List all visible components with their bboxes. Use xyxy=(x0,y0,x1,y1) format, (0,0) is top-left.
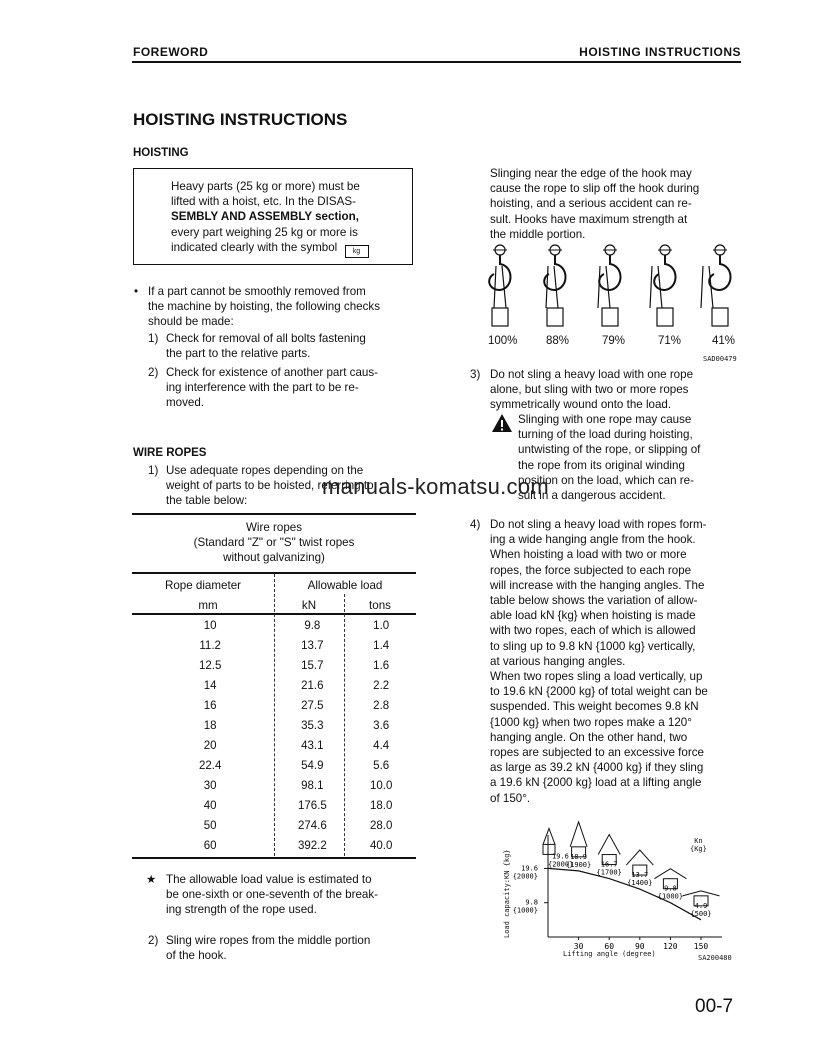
box-line: lifted with a hoist, etc. In the DISAS- xyxy=(171,195,356,209)
graph-point-label: 16.7 xyxy=(600,860,618,869)
graph-tick-label: 150 xyxy=(693,942,709,951)
cell-diameter: 22.4 xyxy=(198,760,222,772)
check-line: moved. xyxy=(166,396,205,410)
hook-icon xyxy=(544,245,565,326)
table-row xyxy=(132,716,416,736)
cell-tons: 40.0 xyxy=(369,840,393,852)
item4-line: a 19.6 kN {2000 kg} load at a lifting angle xyxy=(490,776,702,790)
item4-line: suspended. This weight becomes 9.8 kN xyxy=(490,700,699,714)
warning-text xyxy=(518,412,740,503)
header-rule xyxy=(132,61,741,63)
check-num: 2) xyxy=(148,366,159,379)
cell-kn: 15.7 xyxy=(301,660,324,672)
table-row xyxy=(132,676,416,696)
item4-line: hanging angle. On the other hand, two xyxy=(490,730,688,744)
item1-num: 1) xyxy=(148,464,159,477)
check-2 xyxy=(166,365,416,411)
check-line: Check for removal of all bolts fastening xyxy=(166,332,366,345)
item4-line: will increase with the hanging angles. The xyxy=(490,578,705,592)
edge-line: Slinging near the edge of the hook may xyxy=(490,167,692,180)
table-row xyxy=(132,656,416,676)
hook-percent: 79% xyxy=(602,335,626,347)
item2-text xyxy=(166,933,416,963)
table-row xyxy=(132,696,416,716)
check-num: 1) xyxy=(148,332,159,345)
item4-line: ing a wide hanging angle from the hook. xyxy=(490,533,696,547)
weight-symbol-icon xyxy=(345,245,369,258)
col-tons: tons xyxy=(369,599,391,612)
graph-point-label-kg: {1400} xyxy=(627,879,653,888)
item1-line: the table below: xyxy=(166,494,248,508)
cell-kn: 392.2 xyxy=(297,840,327,852)
check-line: the part to the relative parts. xyxy=(166,347,311,361)
cell-tons: 2.2 xyxy=(373,680,390,692)
table-row xyxy=(132,816,416,836)
warning-line: turning of the load during hoisting, xyxy=(518,428,693,442)
cell-diameter: 20 xyxy=(203,740,217,752)
item3-text xyxy=(490,367,740,413)
rope-table xyxy=(132,616,416,856)
table-row xyxy=(132,756,416,776)
table-title-line: (Standard "Z" or "S" twist ropes xyxy=(193,536,355,550)
cell-kn: 35.3 xyxy=(301,720,324,732)
warning-line: position on the load, which can re- xyxy=(518,473,694,487)
hook-percent: 41% xyxy=(712,335,736,347)
cell-kn: 13.7 xyxy=(301,640,324,652)
item4-line: ropes are subjected to an excessive force xyxy=(490,746,704,760)
cell-diameter: 11.2 xyxy=(199,640,221,652)
item3-line: Do not sling a heavy load with one rope xyxy=(490,368,694,381)
cell-kn: 27.5 xyxy=(301,700,324,712)
box-line xyxy=(171,240,403,258)
table-row xyxy=(132,836,416,856)
cell-kn: 54.9 xyxy=(301,760,324,772)
cell-tons: 10.0 xyxy=(369,780,393,792)
graph-legend xyxy=(690,837,707,853)
cell-tons: 18.0 xyxy=(369,800,393,812)
hook-icon xyxy=(701,245,731,326)
warning-line: sult in a dangerous accident. xyxy=(518,489,666,503)
item4-line: at various hanging angles. xyxy=(490,654,626,668)
page-number: 00-7 xyxy=(695,996,734,1017)
bullet-line: the machine by hoisting, the following checks xyxy=(148,300,381,314)
bullet-line: should be made: xyxy=(148,315,234,329)
edge-line: sult. Hooks have maximum strength at xyxy=(490,212,688,226)
item4-num: 4) xyxy=(470,518,481,531)
cell-kn: 176.5 xyxy=(297,800,327,812)
sling-icon xyxy=(683,891,720,896)
box-text xyxy=(171,179,403,258)
cell-tons: 1.6 xyxy=(373,660,390,672)
box-line-text: indicated clearly with the symbol xyxy=(171,240,338,254)
graph-axis-value-kg: {2000} xyxy=(512,872,538,881)
table-title xyxy=(132,520,416,566)
cell-kn: 274.6 xyxy=(297,820,327,832)
sling-icon xyxy=(598,835,620,855)
cell-diameter: 50 xyxy=(203,820,217,832)
wire-ropes-heading: WIRE ROPES xyxy=(133,447,207,459)
hoisting-note-box xyxy=(133,168,413,265)
note-line: be one-sixth or one-seventh of the break- xyxy=(166,888,379,902)
cell-diameter: 10 xyxy=(203,620,217,632)
sling-icon xyxy=(543,828,555,844)
item4-line: Do not sling a heavy load with ropes form- xyxy=(490,518,707,531)
hook-percent: 88% xyxy=(546,335,570,347)
cell-diameter: 18 xyxy=(203,720,217,732)
col-diameter: Rope diameter xyxy=(164,579,242,592)
table-row xyxy=(132,796,416,816)
graph-ylabel: Load capacity:KN {kg} xyxy=(503,849,511,938)
check-line: Check for existence of another part caus- xyxy=(166,366,379,379)
graph-tick-label: 90 xyxy=(634,942,645,951)
item3-line: alone, but sling with two or more ropes xyxy=(490,383,689,397)
graph-point-label: 9.8 xyxy=(664,884,677,893)
warning-icon xyxy=(491,413,513,433)
item2-line: of the hook. xyxy=(166,949,227,963)
item1-line: weight of parts to be hoisted, referring to xyxy=(166,479,374,493)
bullet-line: If a part cannot be smoothly removed from xyxy=(148,285,366,298)
cell-tons: 2.8 xyxy=(373,700,390,712)
graph-point-label: 18.9 xyxy=(570,852,588,861)
table-title-line: without galvanizing) xyxy=(223,551,325,565)
legend-kg: {Kg} xyxy=(690,845,707,853)
graph-point-label: 13.7 xyxy=(631,871,649,880)
graph-tick-label: 120 xyxy=(663,942,678,951)
table-top-rule xyxy=(132,513,416,515)
cell-tons: 5.6 xyxy=(373,760,390,772)
graph-point-label-kg: {1700} xyxy=(596,868,622,877)
cell-kn: 98.1 xyxy=(301,780,324,792)
hook-code: SAD00479 xyxy=(703,355,737,363)
graph-point-label-kg: {1900} xyxy=(565,860,592,869)
graph-point-label-kg: {2000} xyxy=(548,860,574,869)
bullet-dot: • xyxy=(134,285,139,298)
table-row xyxy=(132,636,416,656)
col-load: Allowable load xyxy=(307,579,383,592)
legend-kn: Kn xyxy=(694,837,703,845)
cell-diameter: 30 xyxy=(203,780,217,792)
edge-warning-text xyxy=(490,166,740,242)
table-title-line: Wire ropes xyxy=(245,521,303,534)
item3-num: 3) xyxy=(470,368,481,381)
cell-diameter: 12.5 xyxy=(198,660,222,672)
cell-tons: 1.4 xyxy=(373,640,390,652)
item4-line: ropes, the force subjected to each rope xyxy=(490,563,692,577)
cell-kn: 21.6 xyxy=(301,680,324,692)
hook-percent: 71% xyxy=(658,335,682,347)
item4-line: of 150°. xyxy=(490,791,531,805)
page-title: HOISTING INSTRUCTIONS xyxy=(133,110,348,129)
sling-icon xyxy=(654,869,686,879)
item4-line: When two ropes sling a load vertically, up xyxy=(490,670,703,684)
warning-line: untwisting of the rope, or slipping of xyxy=(518,443,701,457)
sling-icon xyxy=(570,822,587,847)
load-capacity-graph xyxy=(500,805,745,965)
item4-line: to sling up to 9.8 kN {1000 kg} vertically, xyxy=(490,639,696,653)
cell-tons: 3.6 xyxy=(373,720,390,732)
watermark: manuals-komatsu.com xyxy=(322,474,549,499)
box-line: every part weighing 25 kg or more is xyxy=(171,225,358,239)
note-line: ing strength of the rope used. xyxy=(166,903,317,917)
sling-icon xyxy=(626,850,653,865)
cell-diameter: 40 xyxy=(203,800,217,812)
graph-point-label: 4.9 xyxy=(694,901,708,910)
graph-point-label-kg: {500} xyxy=(690,909,712,918)
col-kn: kN xyxy=(301,599,317,612)
graph-axis-value: 9.8 xyxy=(525,898,538,907)
check-line: ing interference with the part to be re- xyxy=(166,381,359,395)
item2-num: 2) xyxy=(148,934,159,947)
hoisting-heading: HOISTING xyxy=(133,147,189,159)
edge-line: cause the rope to slip off the hook during xyxy=(490,182,700,196)
hook-icon xyxy=(650,245,676,326)
item4-line: When hoisting a load with two or more xyxy=(490,548,687,562)
hook-icon xyxy=(489,245,510,326)
col-mm: mm xyxy=(198,599,218,612)
note-text xyxy=(166,872,416,918)
cell-tons: 4.4 xyxy=(373,740,390,752)
item4-text xyxy=(490,517,740,806)
note-star-icon: ★ xyxy=(146,873,157,886)
item2-line: Sling wire ropes from the middle portion xyxy=(166,934,371,947)
check-1 xyxy=(166,331,416,361)
item4-line: table below shows the variation of allow- xyxy=(490,594,698,608)
item4-line: as large as 39.2 kN {4000 kg} if they sling xyxy=(490,761,704,775)
table-row xyxy=(132,616,416,636)
cell-kn: 9.8 xyxy=(304,620,321,632)
item4-line: {1000 kg} when two ropes make a 120° xyxy=(490,715,692,729)
item3-line: symmetrically wound onto the load. xyxy=(490,398,672,412)
edge-line: the middle portion. xyxy=(490,227,586,241)
cell-kn: 43.1 xyxy=(301,740,324,752)
cell-tons: 1.0 xyxy=(373,620,390,632)
box-line: Heavy parts (25 kg or more) must be xyxy=(171,180,360,193)
hook-percent: 100% xyxy=(488,335,518,347)
cell-tons: 28.0 xyxy=(369,820,393,832)
table-row xyxy=(132,776,416,796)
item4-line: with two ropes, each of which is allowed xyxy=(490,624,696,638)
header-right: HOISTING INSTRUCTIONS xyxy=(579,45,741,59)
weight-symbol-text: kg xyxy=(352,247,361,255)
item4-line: able load kN {kg} when hoisting is made xyxy=(490,609,696,623)
graph-point-label-kg: {1000} xyxy=(657,892,684,901)
graph-point-label: 19.6 xyxy=(552,852,569,861)
warning-line: Slinging with one rope may cause xyxy=(518,413,692,426)
cell-diameter: 16 xyxy=(203,700,217,712)
graph-axis-value: 19.6 xyxy=(521,864,538,873)
table-row xyxy=(132,736,416,756)
edge-line: hoisting, and a serious accident can re- xyxy=(490,197,692,211)
graph-axis-value-kg: {1000} xyxy=(512,906,538,915)
hook-icon xyxy=(598,245,621,326)
note-line: The allowable load value is estimated to xyxy=(166,873,372,886)
header-left: FOREWORD xyxy=(133,45,209,59)
item1-line: Use adequate ropes depending on the xyxy=(166,464,364,477)
item4-line: to 19.6 kN {2000 kg} of total weight can be xyxy=(490,685,708,699)
graph-tick-label: 30 xyxy=(573,942,584,951)
warning-line: the rope from its original winding xyxy=(518,458,685,472)
table-bottom-rule xyxy=(132,857,416,859)
bullet-text xyxy=(148,284,416,330)
graph-xlabel: Lifting angle (degree) xyxy=(563,950,656,958)
graph-tick-label: 60 xyxy=(604,942,615,951)
cell-diameter: 60 xyxy=(203,840,217,852)
cell-diameter: 14 xyxy=(203,680,217,692)
hook-diagram xyxy=(478,240,748,330)
box-line: SEMBLY AND ASSEMBLY section, xyxy=(171,210,359,224)
graph-code: SA200480 xyxy=(698,954,732,962)
